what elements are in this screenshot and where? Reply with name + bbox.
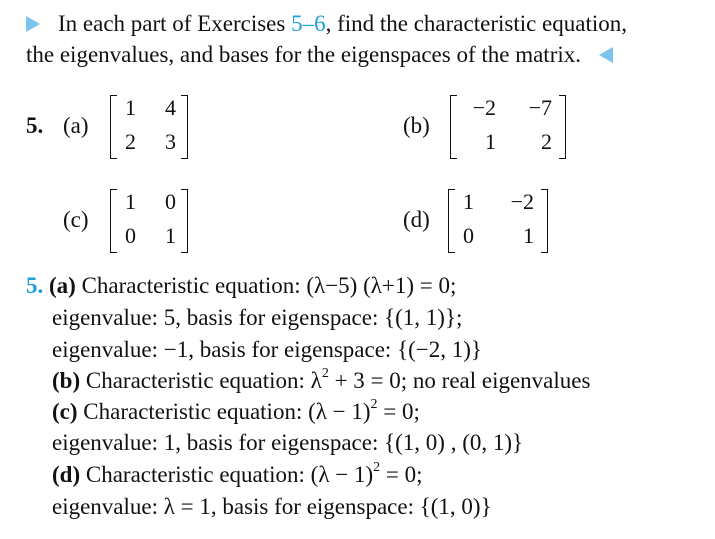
part-b-label: (b): [403, 113, 430, 138]
answer-c-exponent: 2: [370, 397, 378, 413]
answer-d-exponent: 2: [373, 460, 381, 476]
matrix-cell: 1: [125, 95, 136, 120]
answer-c-equation: [52, 398, 420, 426]
matrix-cell: 1: [125, 189, 136, 214]
answer-a-eq: Characteristic equation: (λ−5) (λ+1) = 0;: [75, 273, 457, 298]
answer-b-equation: [52, 367, 590, 395]
matrix-b: [450, 93, 566, 159]
matrix-bracket-left: [450, 95, 457, 159]
answer-d-equation: [52, 461, 423, 489]
matrix-bracket-left: [448, 189, 455, 253]
instructions-line-2: [26, 41, 613, 69]
matrix-bracket-right: [181, 189, 188, 253]
matrix-a: [110, 93, 188, 159]
answer-a-eigen-1: [52, 304, 462, 332]
instructions-line-1: [26, 10, 627, 38]
matrix-cell: 1: [463, 189, 474, 214]
answer-b-eq-post: + 3 = 0; no real eigenvalues: [328, 368, 591, 393]
answer-a-ev1-text: eigenvalue: 5, basis for eigenspace: {(1, 1)};: [52, 305, 463, 330]
answer-c-eq-post: = 0;: [377, 399, 420, 424]
matrix-cell: −2: [472, 95, 496, 120]
answer-d-eigen: [52, 493, 492, 521]
intro-rest: , find the characteristic equation,: [325, 11, 628, 36]
answer-d-label: (d): [52, 462, 81, 487]
answer-a-label: (a): [49, 273, 76, 298]
matrix-cell: 3: [165, 129, 176, 154]
answer-a-eigen-2: [52, 336, 482, 364]
exercise-number: 5.: [26, 113, 44, 138]
matrix-bracket-right: [559, 95, 566, 159]
answer-d-eq-post: = 0;: [380, 462, 423, 487]
part-c-label: (c): [63, 207, 89, 232]
matrix-cell: 0: [463, 223, 474, 248]
answer-c-eq-pre: Characteristic equation: (λ − 1): [77, 399, 371, 424]
exercise-range-link[interactable]: 5–6: [291, 11, 326, 36]
answer-c-eigen: [52, 429, 523, 457]
matrix-bracket-right: [541, 189, 548, 253]
answer-a-equation: [26, 272, 456, 300]
matrix-cell: −7: [528, 95, 552, 120]
part-a-label: (a): [63, 113, 89, 138]
triangle-left-icon: [599, 47, 613, 63]
answer-a-ev2-text: eigenvalue: −1, basis for eigenspace: {(−2, 1)}: [52, 337, 482, 362]
part-d-label: (d): [403, 207, 430, 232]
answer-c-label: (c): [52, 399, 78, 424]
matrix-bracket-left: [110, 189, 117, 253]
matrix-bracket-left: [110, 95, 117, 159]
intro-text: In each part of Exercises: [58, 11, 292, 36]
matrix-cell: 0: [125, 223, 136, 248]
intro-line-2: the eigenvalues, and bases for the eigenspaces of the matrix.: [26, 42, 581, 67]
answer-b-label: (b): [52, 368, 81, 393]
matrix-cell: 0: [165, 189, 176, 214]
answer-c-ev-text: eigenvalue: 1, basis for eigenspace: {(1, 0) , (0, 1)}: [52, 430, 524, 455]
answer-d-ev-text: eigenvalue: λ = 1, basis for eigenspace: {(1, 0)}: [52, 494, 492, 519]
matrix-cell: 1: [485, 129, 496, 154]
answer-d-eq-pre: Characteristic equation: (λ − 1): [80, 462, 374, 487]
triangle-right-icon: [26, 16, 40, 32]
answer-b-exponent: 2: [321, 366, 329, 382]
matrix-cell: 2: [541, 129, 552, 154]
matrix-bracket-right: [181, 95, 188, 159]
matrix-cell: 4: [165, 95, 176, 120]
answer-b-eq-pre: Characteristic equation: λ: [80, 368, 322, 393]
matrix-d: [448, 187, 548, 253]
matrix-cell: 1: [165, 223, 176, 248]
matrix-c: [110, 187, 188, 253]
matrix-cell: −2: [510, 189, 534, 214]
matrix-cell: 2: [125, 129, 136, 154]
answer-number: 5.: [26, 273, 44, 298]
matrix-cell: 1: [523, 223, 534, 248]
